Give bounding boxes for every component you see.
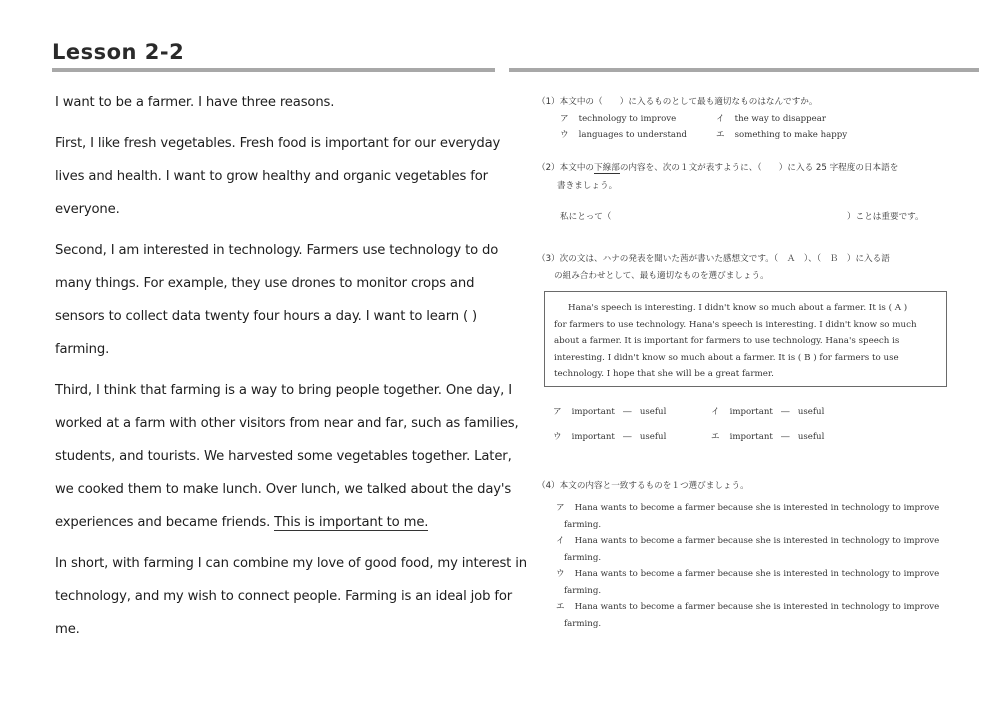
- option-text: the way to disappear: [734, 114, 826, 124]
- option-text-continued: farming.: [564, 519, 602, 530]
- option-mark: エ: [711, 432, 720, 442]
- option-text: Hana wants to become a farmer because she is interested in technology to improve: [574, 569, 940, 579]
- passage-line: worked at a farm with other visitors from near and far, such as families,: [55, 416, 519, 431]
- question-1-option-i[interactable]: [716, 112, 826, 124]
- question-4-option-i[interactable]: [556, 533, 939, 566]
- question-3-option-u[interactable]: [553, 430, 666, 442]
- option-text: important ― useful: [571, 407, 667, 417]
- option-mark: ア: [560, 114, 569, 124]
- option-mark: ウ: [556, 569, 565, 579]
- passage-paragraph-4: [55, 374, 519, 539]
- passage-line: technology, and my wish to connect people. Farming is an ideal job for: [55, 589, 513, 604]
- question-2-text: （2）本文中の: [537, 163, 595, 173]
- passage-paragraph-1: [55, 86, 475, 119]
- passage-paragraph-5: [55, 547, 527, 646]
- question-3-option-e[interactable]: [711, 430, 824, 442]
- passage-line: I want to be a farmer. I have three reasons.: [55, 95, 335, 110]
- question-2-underlined: 下線部: [594, 163, 620, 173]
- question-2-answer-prefix: 私にとって（: [560, 212, 612, 222]
- underlined-sentence: This is important to me.: [274, 515, 429, 530]
- question-3-option-i[interactable]: [711, 405, 824, 417]
- passage-line: [55, 506, 475, 539]
- option-text: something to make happy: [734, 130, 848, 140]
- passage-line: First, I like fresh vegetables. Fresh food is important for our everyday: [55, 136, 501, 151]
- lesson-title: Lesson 2-2: [52, 40, 185, 64]
- option-text: important ― useful: [729, 407, 825, 417]
- question-4-option-e[interactable]: [556, 599, 939, 632]
- option-text: important ― useful: [571, 432, 667, 442]
- question-2-line-2: 書きましょう。: [557, 181, 618, 191]
- option-mark: エ: [716, 130, 725, 140]
- impression-line: about a farmer. It is important for farmers to use technology. Hana's speech is: [554, 336, 900, 347]
- option-text-continued: farming.: [564, 585, 602, 596]
- title-divider-right: [509, 68, 979, 72]
- question-4-option-u[interactable]: [556, 566, 939, 599]
- question-3-stem: [537, 252, 890, 281]
- impression-line: technology. I hope that she will be a great farmer.: [554, 369, 774, 380]
- passage-line: many things. For example, they use drones to monitor crops and: [55, 276, 475, 291]
- question-2-answer-field[interactable]: [620, 206, 845, 222]
- option-mark: ウ: [553, 432, 562, 442]
- option-mark: イ: [716, 114, 725, 124]
- question-3-option-a[interactable]: [553, 405, 666, 417]
- question-1-stem: [537, 95, 817, 107]
- option-text: Hana wants to become a farmer because she is interested in technology to improve: [574, 536, 940, 546]
- option-mark: ア: [553, 407, 562, 417]
- passage-line: everyone.: [55, 202, 120, 217]
- impression-line: Hana's speech is interesting. I didn't know so much about a farmer. It is ( A ): [568, 303, 908, 313]
- option-text: Hana wants to become a farmer because she is interested in technology to improve: [574, 602, 940, 612]
- passage-line: farming.: [55, 342, 110, 357]
- impression-line: for farmers to use technology. Hana's speech is interesting. I didn't know so much: [554, 319, 917, 330]
- question-4-option-a[interactable]: [556, 500, 939, 533]
- impression-text-box: [544, 291, 947, 387]
- option-mark: ア: [556, 503, 565, 513]
- option-mark: ウ: [560, 130, 569, 140]
- option-text: technology to improve: [578, 114, 677, 124]
- passage-line-text: experiences and became friends.: [55, 515, 275, 530]
- question-1-option-u[interactable]: [560, 128, 687, 140]
- reading-passage: [55, 86, 527, 654]
- passage-line: Second, I am interested in technology. Farmers use technology to do: [55, 243, 499, 258]
- question-1-text: （1）本文中の（ ）に入るものとして最も適切なものはなんですか。: [537, 97, 818, 107]
- passage-paragraph-3: [55, 234, 499, 366]
- option-text: important ― useful: [729, 432, 825, 442]
- question-1-option-e[interactable]: [716, 128, 847, 140]
- option-text: languages to understand: [578, 130, 688, 140]
- question-4-text: （4）本文の内容と一致するものを１つ選びましょう。: [537, 481, 749, 491]
- passage-line: students, and tourists. We harvested some vegetables together. Later,: [55, 449, 512, 464]
- option-mark: イ: [556, 536, 565, 546]
- title-divider-left: [52, 68, 495, 72]
- option-text: Hana wants to become a farmer because she is interested in technology to improve: [574, 503, 940, 513]
- question-3-line-2: の組み合わせとして、最も適切なものを選びましょう。: [554, 271, 769, 281]
- passage-paragraph-2: [55, 127, 501, 226]
- passage-line: lives and health. I want to grow healthy and organic vegetables for: [55, 169, 488, 184]
- passage-line: sensors to collect data twenty four hours a day. I want to learn ( ): [55, 309, 478, 324]
- question-4-stem: [537, 479, 749, 491]
- option-text-continued: farming.: [564, 618, 602, 629]
- passage-line: me.: [55, 622, 80, 637]
- question-2-stem: [537, 161, 898, 191]
- question-3-line-1: （3）次の文は、ハナの発表を聞いた茜が書いた感想文です。（ Ａ ）、（ Ｂ ）に入る語: [537, 254, 890, 264]
- passage-line: Third, I think that farming is a way to bring people together. One day, I: [55, 383, 512, 398]
- option-mark: イ: [711, 407, 720, 417]
- question-1-option-a[interactable]: [560, 112, 676, 124]
- question-2-line-1: [537, 161, 898, 173]
- option-mark: エ: [556, 602, 565, 612]
- passage-line: we cooked them to make lunch. Over lunch, we talked about the day's: [55, 482, 512, 497]
- question-2-answer-suffix: ）ことは重要です。: [847, 212, 924, 222]
- passage-line: In short, with farming I can combine my love of good food, my interest in: [55, 556, 527, 571]
- option-text-continued: farming.: [564, 552, 602, 563]
- question-2-text: の内容を、次の１文が表すように、（ ）に入る 25 字程度の日本語を: [619, 163, 899, 173]
- impression-line: interesting. I didn't know so much about a farmer. It is ( B ) for farmers to use: [554, 352, 899, 363]
